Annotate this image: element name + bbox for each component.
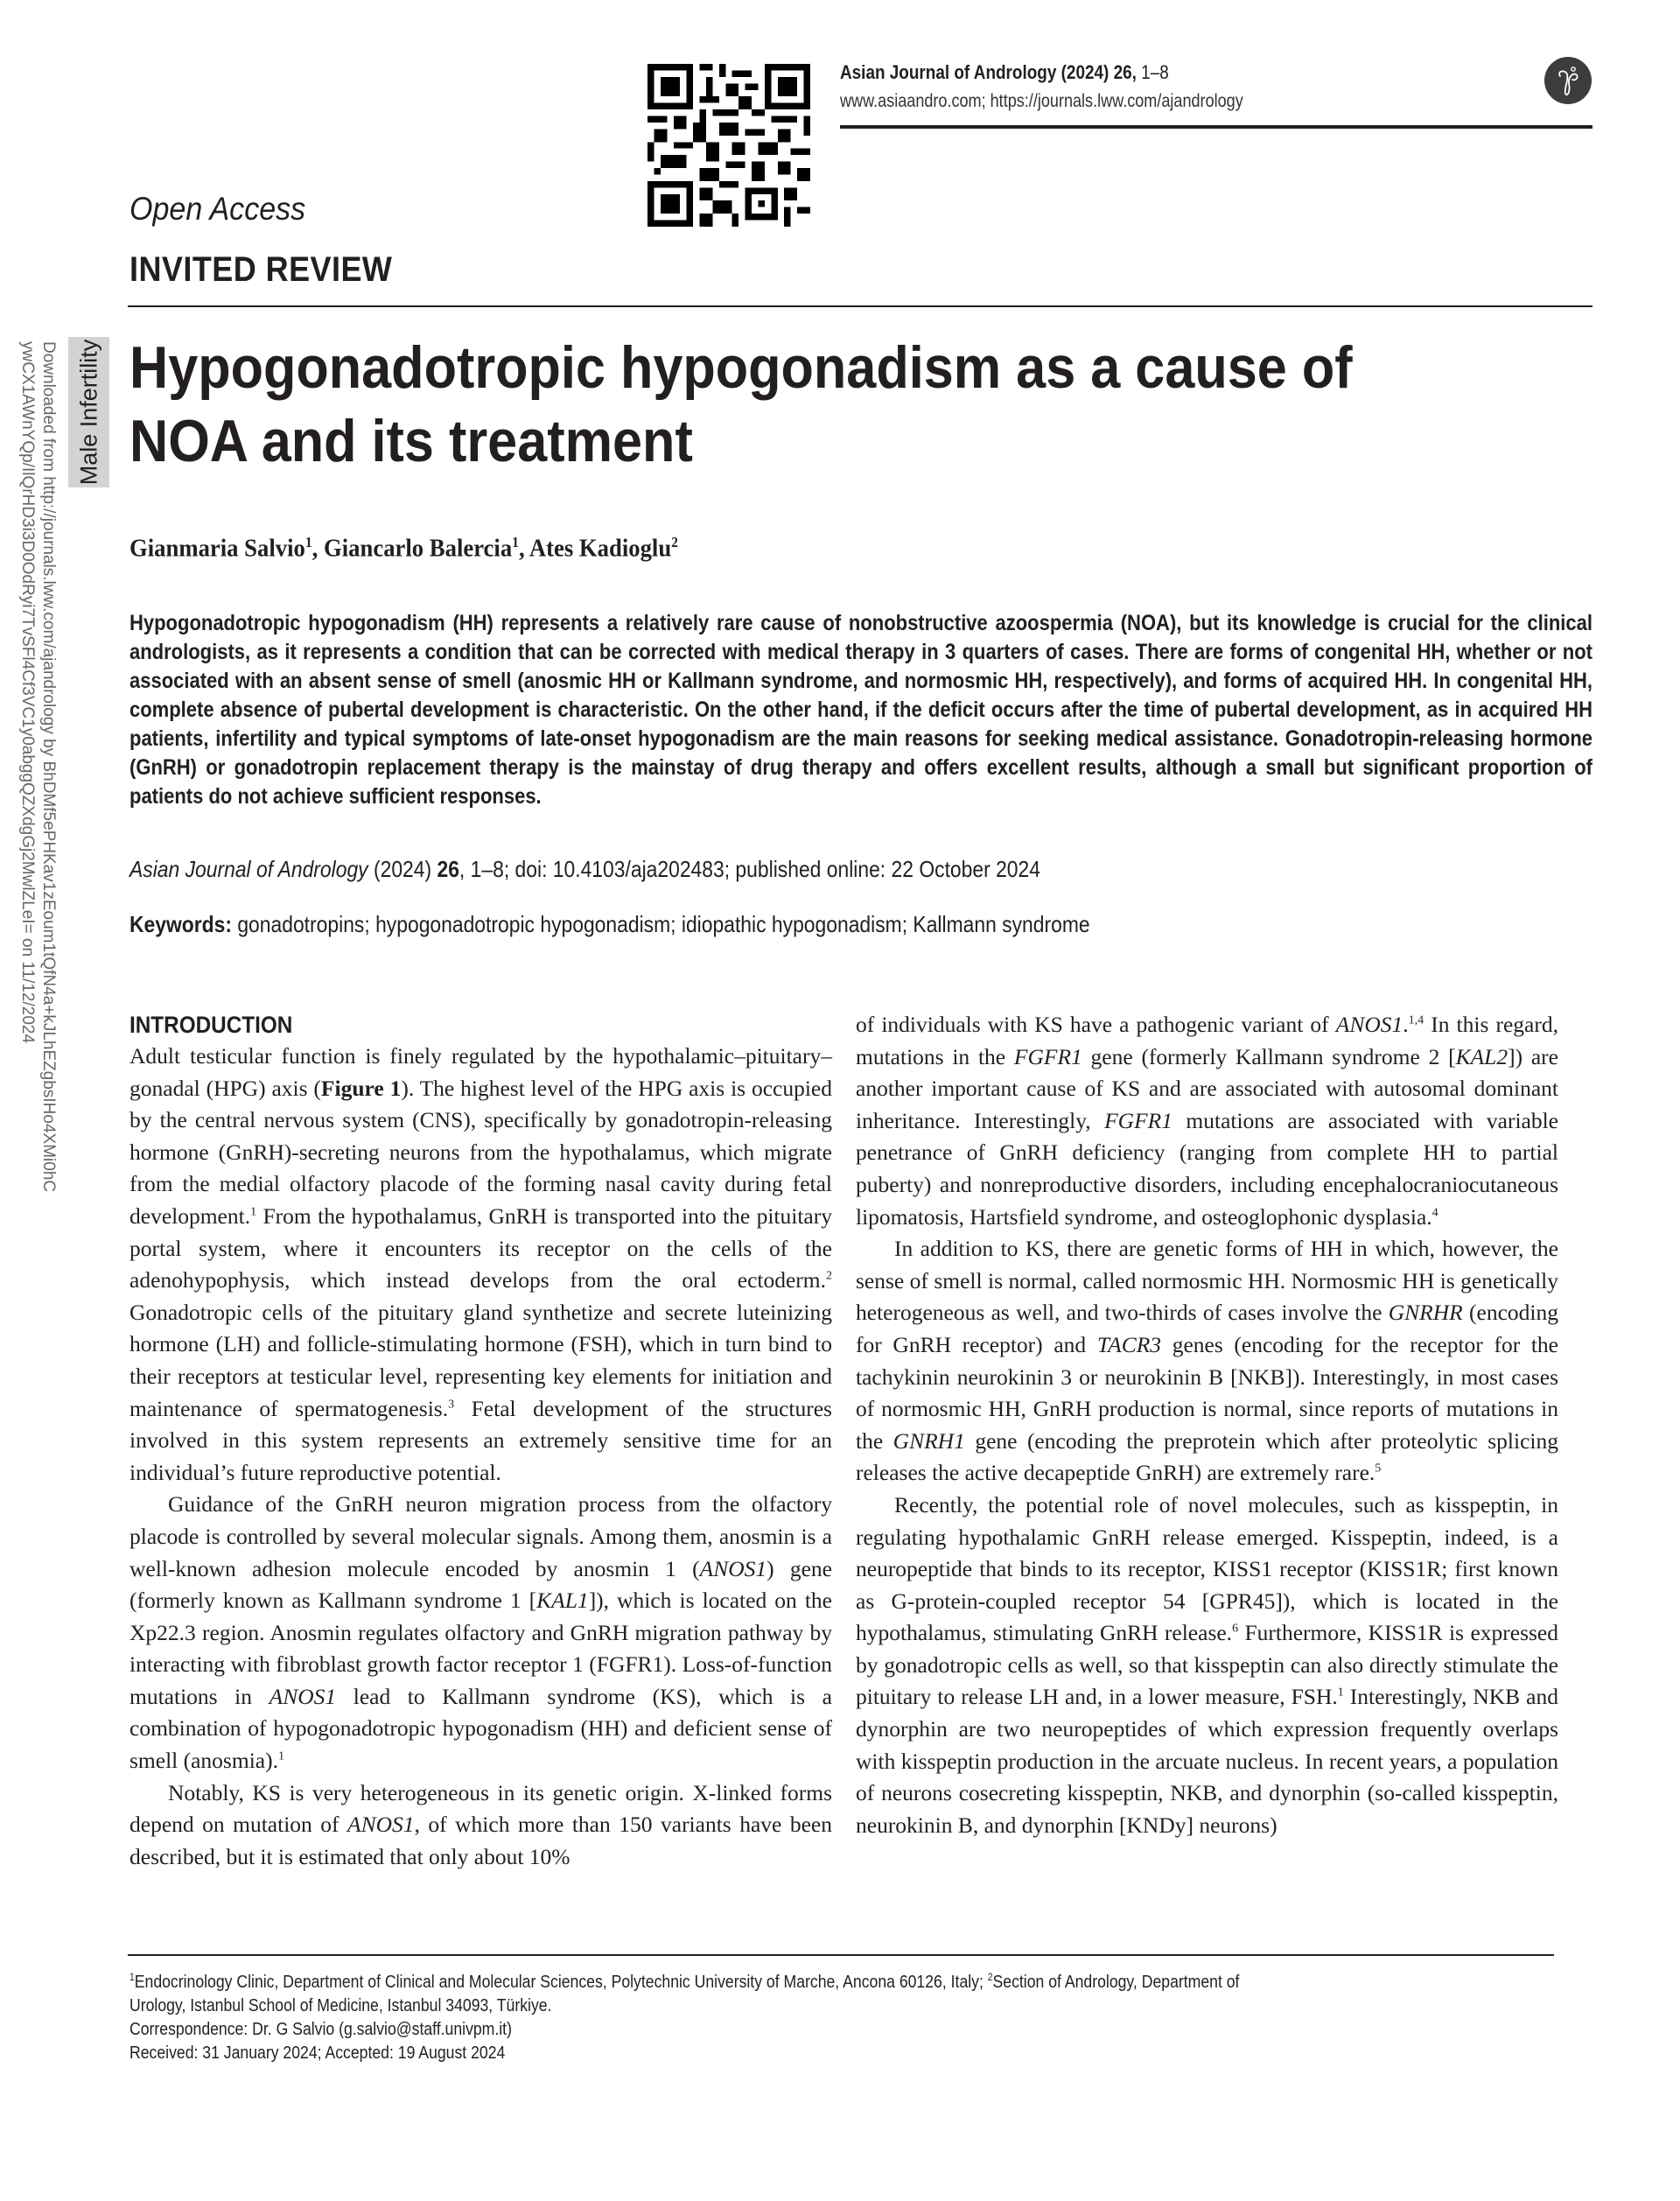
reference-link[interactable]: 1 — [250, 1205, 257, 1219]
title-divider — [128, 305, 1592, 307]
reference-link[interactable]: 2 — [826, 1269, 832, 1283]
affiliations-line2: Urology, Istanbul School of Medicine, Istanbul 34093, Türkiye. — [130, 1994, 552, 2015]
body-paragraph: of individuals with KS have a pathogenic variant of ANOS1.$^{1,4}$ In this regard, mutations in the FGFR1 gene (formerly Kallmann syndrome 2 [KAL2]) are another important cause of KS and are associated with autosomal dominant inheritance. Interestingly, FGFR1 mutations are associated with variable penetrance of GnRH deficiency (ranging from complete HH to partial puberty) and nonreproductive disorders, including encephalocraniocutaneous lipomatosis, Hartsfield syndrome, and osteoglophonic dysplasia.$^4$ — [856, 1012, 1558, 1230]
author-name: Giancarlo Balercia — [324, 534, 513, 563]
citation-details[interactable]: , 1–8; doi: 10.4103/aja202483; published online: 22 October 2024 — [458, 856, 1040, 882]
download-watermark — [18, 341, 58, 1193]
keywords-list: gonadotropins; hypogonadotropic hypogonadism; idiopathic hypogonadism; Kallmann syndrome — [237, 911, 1090, 937]
abstract — [130, 609, 1592, 811]
reference-link[interactable]: 1 — [1337, 1686, 1344, 1700]
citation-volume: 26 — [437, 856, 459, 882]
journal-name: Asian Journal of Andrology (2024) 26, — [840, 61, 1137, 83]
journal-citation-header — [840, 61, 1169, 84]
footnotes — [130, 1966, 1559, 2064]
download-watermark-line2: ywCX1AWnYQp/IlQrHD3i3D0OdRyi7TvSFl4Cf3VC1y0abggQZXdgGj2MwlZLeI= on 11/12/2024 — [18, 341, 37, 1044]
author-affiliation-mark: 2 — [671, 534, 678, 550]
citation-journal: Asian Journal of Andrology — [130, 856, 368, 882]
keywords-label: Keywords: — [130, 911, 232, 937]
author-name: Ates Kadioglu — [528, 534, 672, 563]
correspondence[interactable]: Correspondence: Dr. G Salvio (g.salvio@staff.univpm.it) — [130, 2018, 512, 2039]
body-column-left — [130, 1009, 832, 1873]
body-paragraph: Notably, KS is very heterogeneous in its genetic origin. X-linked forms depend on mutation of ANOS1, of which more than 150 variants have been described, but it is estimated that only about 10% — [130, 1779, 832, 1869]
reference-link[interactable]: 5 — [1375, 1461, 1382, 1476]
body-column-right — [856, 1009, 1558, 1841]
body-paragraph: Recently, the potential role of novel molecules, such as kisspeptin, in regulating hypothalamic GnRH release emerged. Kisspeptin, indeed, is a neuropeptide that binds to its receptor, KISS1 receptor (KISS1R; first known as G-protein-coupled receptor 54 [GPR45]), which is located in the hypothalamus, stimulating GnRH release.$^6$ Furthermore, KISS1R is expressed by gonadotropic cells as well, so that kisspeptin can also directly stimulate the pituitary to release LH and, in a lower measure, FSH.$^1$ Interestingly, NKB and dynorphin are two neuropeptides of which expression frequently overlaps with kisspeptin production in the arcuate nucleus. In recent years, a population of neurons cosecreting kisspeptin, NKB, and dynorphin (so-called kisspeptin, neurokinin B, and dynorphin [KNDy] neurons) — [856, 1491, 1559, 1838]
journal-urls[interactable]: www.asiaandro.com; https://journals.lww.com/ajandrology — [840, 91, 1243, 111]
received-accepted-dates: Received: 31 January 2024; Accepted: 19 August 2024 — [130, 2042, 506, 2063]
keywords — [130, 911, 1090, 938]
body-paragraph: Adult testicular function is finely regulated by the hypothalamic–pituitary–gonadal (HPG) axis (Figure 1). The highest level of the HPG axis is occupied by the central nervous system (CNS), specifically by gonadotropin-releasing hormone (GnRH)-secreting neurons from the hypothalamus, which migrate from the medial olfactory placode of the forming nasal cavity during fetal development.$^1$ From the hypothalamus, GnRH is transported into the pituitary portal system, where it encounters its receptor on the cells of the adenohypophysis, which instead develops from the oral ectoderm.$^2$ Gonadotropic cells of the pituitary gland synthetize and secrete luteinizing hormone (LH) and follicle-stimulating hormone (FSH), which in turn bind to their receptors at testicular level, representing key elements for initiation and maintenance of spermatogenesis.$^3$ Fetal development of the structures involved in this system represents an extremely sensitive time for an individual’s future reproductive potential. — [130, 1043, 832, 1485]
journal-pages: 1–8 — [1141, 61, 1169, 83]
reference-link[interactable]: 4 — [1432, 1206, 1438, 1220]
body-paragraph: In addition to KS, there are genetic forms of HH in which, however, the sense of smell is normal, called normosmic HH. Normosmic HH is genetically heterogeneous as well, and two-thirds of cases involve the GNRHR (encoding for GnRH receptor) and TACR3 genes (encoding for the receptor for the tachykinin neurokinin 3 or neurokinin B [NKB]). Interestingly, in most cases of normosmic HH, GnRH production is normal, since reports of mutations in the GNRH1 gene (encoding the preprotein which after proteolytic splicing releases the active decapeptide GnRH) are extremely rare.$^5$ — [856, 1236, 1559, 1486]
article-citation — [130, 856, 1040, 883]
reference-link[interactable]: 1 — [277, 1749, 284, 1763]
article-title: Hypogonadotropic hypogonadism as a cause of NOA and its treatment — [130, 334, 1353, 474]
affiliations-line1: $^1$Endocrinology Clinic, Department of Clinical and Molecular Sciences, Polytechnic University of Marche, Ancona 60126, Italy; $^2$Section of Andrology, Department of — [130, 1971, 1240, 1992]
journal-logo-icon — [1544, 57, 1592, 104]
author-name: Gianmaria Salvio — [130, 534, 305, 563]
figure-1-link[interactable]: Figure 1 — [320, 1075, 402, 1101]
citation-year: (2024) — [373, 856, 432, 882]
header-divider — [840, 125, 1592, 129]
author-list: Gianmaria Salvio$^1$, Giancarlo Balercia$^1$, Ates Kadioglu$^2$ — [130, 534, 678, 563]
section-tab-label: Male Infertility — [75, 339, 102, 486]
footnote-divider — [128, 1954, 1554, 1956]
section-heading-introduction: INTRODUCTION — [130, 1012, 293, 1038]
reference-link[interactable]: 6 — [1232, 1622, 1239, 1636]
reference-link[interactable]: 1,4 — [1408, 1013, 1424, 1027]
open-access-label: Open Access — [130, 191, 306, 227]
section-tab — [68, 337, 109, 487]
qr-code-icon — [648, 64, 810, 227]
author-affiliation-mark: 1 — [304, 534, 312, 550]
reference-link[interactable]: 3 — [448, 1398, 455, 1412]
article-type: INVITED REVIEW — [130, 250, 393, 289]
body-paragraph: Guidance of the GnRH neuron migration process from the olfactory placode is controlled by several molecular signals. Among them, anosmin is a well-known adhesion molecule encoded by anosmin 1 (ANOS1) gene (formerly known as Kallmann syndrome 1 [KAL1]), which is located on the Xp22.3 region. Anosmin regulates olfactory and GnRH migration pathway by interacting with fibroblast growth factor receptor 1 (FGFR1). Loss-of-function mutations in ANOS1 lead to Kallmann syndrome (KS), which is a combination of hypogonadotropic hypogonadism (HH) and deficient sense of smell (anosmia).$^1$ — [130, 1491, 832, 1774]
abstract-text: Hypogonadotropic hypogonadism (HH) represents a relatively rare cause of nonobstructive azoospermia (NOA), but its knowledge is crucial for the clinical andrologists, as it represents a condition that can be corrected with medical therapy in 3 quarters of cases. There are forms of congenital HH, whether or not associated with an absent sense of smell (anosmic HH or Kallmann syndrome, and normosmic HH, respectively), and forms of acquired HH. In congenital HH, complete absence of pubertal development is characteristic. On the other hand, if the deficit occurs after the time of pubertal development, as in acquired HH patients, infertility and typical symptoms of late-onset hypogonadism are the main reasons for seeking medical assistance. Gonadotropin-releasing hormone (GnRH) or gonadotropin replacement therapy is the mainstay of drug therapy and offers excellent results, although a small but significant proportion of patients do not achieve sufficient responses. — [130, 611, 1592, 809]
author-affiliation-mark: 1 — [512, 534, 519, 550]
download-watermark-line1: Downloaded from http://journals.lww.com/ajandrology by BhDMf5ePHKav1zEoum1tQfN4a+kJLhEZgbsIHo4XMi0hC — [39, 341, 58, 1193]
